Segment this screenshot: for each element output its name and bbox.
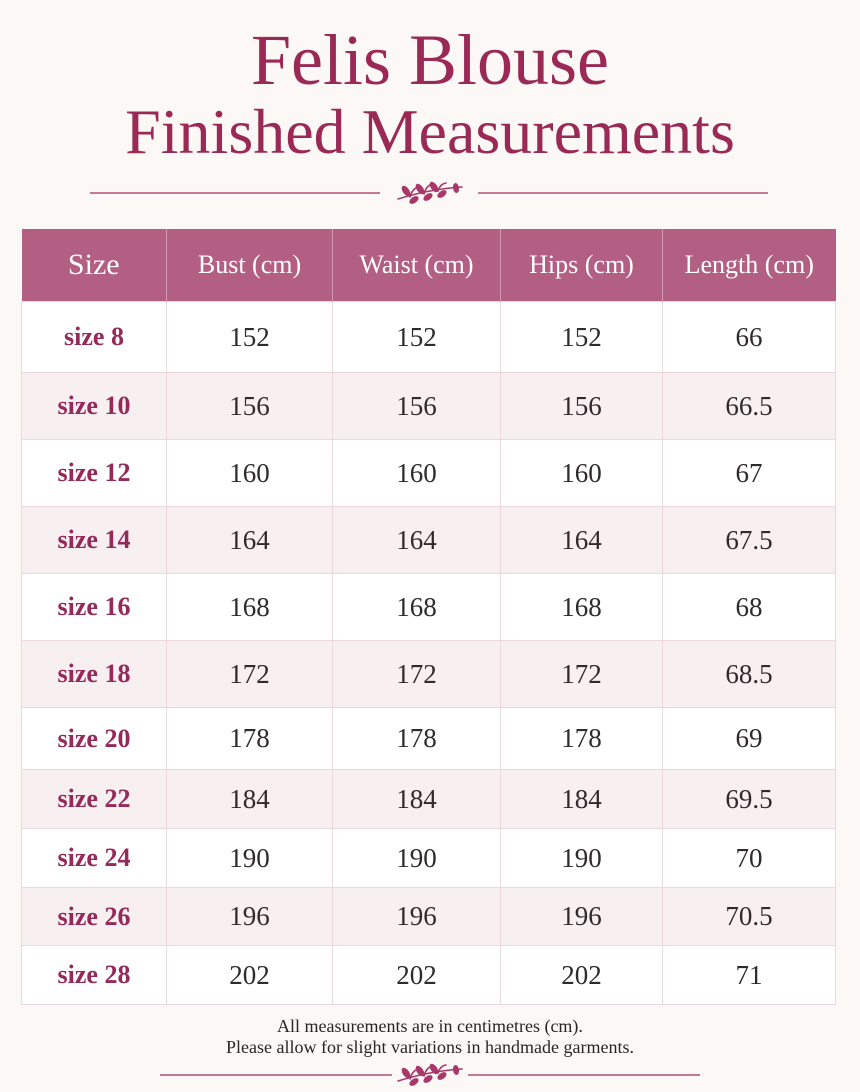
column-header-length: Length (cm) — [663, 229, 836, 302]
page-title-line-2: Finished Measurements — [125, 96, 735, 167]
length-cell: 68 — [663, 574, 836, 641]
footer-note-variations: Please allow for slight variations in handmade garments. — [226, 1037, 634, 1057]
top-divider — [0, 181, 860, 205]
waist-cell: 172 — [333, 641, 501, 708]
waist-cell: 202 — [333, 946, 501, 1005]
bust-cell: 184 — [167, 770, 333, 829]
column-header-hips: Hips (cm) — [501, 229, 663, 302]
hips-cell: 172 — [501, 641, 663, 708]
column-header-size: Size — [22, 229, 167, 302]
measurements-table — [21, 229, 836, 1005]
bust-cell: 168 — [167, 574, 333, 641]
table-row — [22, 888, 836, 946]
page-title-line-1: Felis Blouse — [250, 20, 610, 100]
size-cell: size 10 — [22, 373, 167, 440]
divider-line-right — [468, 1074, 700, 1076]
hips-cell: 202 — [501, 946, 663, 1005]
hips-cell: 156 — [501, 373, 663, 440]
size-cell: size 26 — [22, 888, 167, 946]
waist-cell: 190 — [333, 829, 501, 888]
hips-cell: 184 — [501, 770, 663, 829]
bottom-divider — [0, 1063, 860, 1087]
table-row — [22, 829, 836, 888]
divider-line-right — [478, 192, 768, 194]
size-cell: size 12 — [22, 440, 167, 507]
bust-cell: 156 — [167, 373, 333, 440]
size-cell: size 8 — [22, 302, 167, 373]
waist-cell: 160 — [333, 440, 501, 507]
column-header-waist: Waist (cm) — [333, 229, 501, 302]
hips-cell: 152 — [501, 302, 663, 373]
size-cell: size 14 — [22, 507, 167, 574]
size-cell: size 20 — [22, 708, 167, 770]
size-cell: size 22 — [22, 770, 167, 829]
length-cell: 66 — [663, 302, 836, 373]
hips-cell: 168 — [501, 574, 663, 641]
length-cell: 69.5 — [663, 770, 836, 829]
bust-cell: 160 — [167, 440, 333, 507]
table-header-row — [22, 229, 836, 302]
length-cell: 67.5 — [663, 507, 836, 574]
leaf-sprig-icon — [390, 1063, 470, 1087]
size-cell: size 24 — [22, 829, 167, 888]
size-cell: size 16 — [22, 574, 167, 641]
bust-cell: 164 — [167, 507, 333, 574]
table-row — [22, 373, 836, 440]
waist-cell: 152 — [333, 302, 501, 373]
divider-line-left — [90, 192, 380, 194]
hips-cell: 190 — [501, 829, 663, 888]
hips-cell: 160 — [501, 440, 663, 507]
size-cell: size 28 — [22, 946, 167, 1005]
hips-cell: 196 — [501, 888, 663, 946]
waist-cell: 184 — [333, 770, 501, 829]
size-cell: size 18 — [22, 641, 167, 708]
hips-cell: 178 — [501, 708, 663, 770]
length-cell: 70 — [663, 829, 836, 888]
leaf-sprig-icon — [390, 181, 470, 205]
length-cell: 71 — [663, 946, 836, 1005]
waist-cell: 164 — [333, 507, 501, 574]
length-cell: 68.5 — [663, 641, 836, 708]
waist-cell: 178 — [333, 708, 501, 770]
bust-cell: 178 — [167, 708, 333, 770]
length-cell: 67 — [663, 440, 836, 507]
table-row — [22, 302, 836, 373]
bust-cell: 190 — [167, 829, 333, 888]
table-row — [22, 440, 836, 507]
waist-cell: 196 — [333, 888, 501, 946]
column-header-bust: Bust (cm) — [167, 229, 333, 302]
waist-cell: 156 — [333, 373, 501, 440]
table-row — [22, 708, 836, 770]
table-row — [22, 641, 836, 708]
bust-cell: 172 — [167, 641, 333, 708]
length-cell: 66.5 — [663, 373, 836, 440]
hips-cell: 164 — [501, 507, 663, 574]
bust-cell: 196 — [167, 888, 333, 946]
bust-cell: 202 — [167, 946, 333, 1005]
divider-line-left — [160, 1074, 392, 1076]
bust-cell: 152 — [167, 302, 333, 373]
table-row — [22, 946, 836, 1005]
table-row — [22, 574, 836, 641]
table-row — [22, 770, 836, 829]
footer-note-units: All measurements are in centimetres (cm). — [277, 1016, 583, 1036]
length-cell: 70.5 — [663, 888, 836, 946]
table-row — [22, 507, 836, 574]
length-cell: 69 — [663, 708, 836, 770]
waist-cell: 168 — [333, 574, 501, 641]
